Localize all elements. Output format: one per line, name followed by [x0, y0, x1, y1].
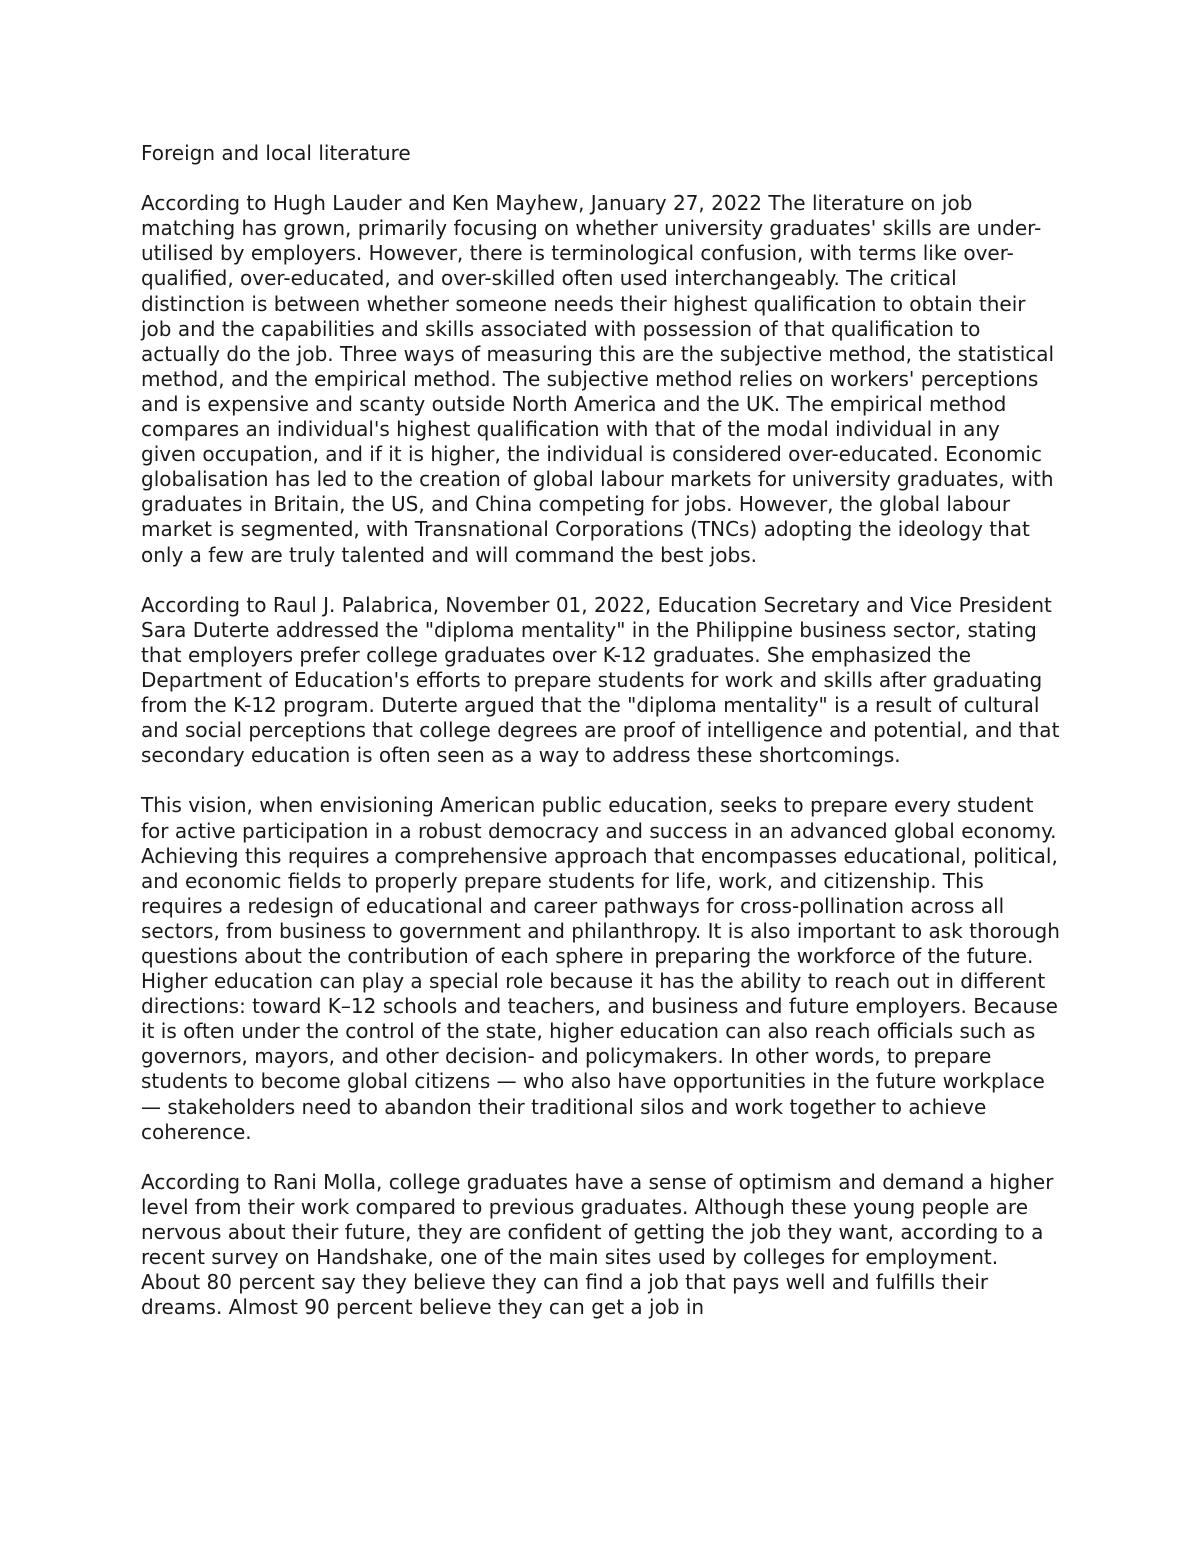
paragraph-rani-molla: According to Rani Molla, college graduates have a sense of optimism and demand a higher level from their work compared to previous graduates. Although these young people are nervous about their future, they are confident of getting the job they want, according to a recent survey on Handshake, one of the main sites used by colleges for employment. About 80 percent say they believe they can find a job that pays well and fulfills their dreams. Almost 90 percent believe they can get a job in	[141, 1169, 1054, 1320]
document-title: Foreign and local literature	[141, 141, 411, 165]
paragraph-american-education-vision: This vision, when envisioning American public education, seeks to prepare every student for active participation in a robust democracy and success in an advanced global economy. Achieving this requires a comprehensive approach that encompasses educational, political, and economic fields to properly prepare students for life, work, and citizenship. This requires a redesign of educational and career pathways for cross-pollination across all sectors, from business to government and philanthropy. It is also important to ask thorough questions about the contribution of each sphere in preparing the workforce of the future. Higher education can play a special role because it has the ability to reach out in different directions: toward K–12 schools and teachers, and business and future employers. Because it is often under the control of the state, higher education can also reach officials such as governors, mayors, and other decision- and policymakers. In other words, to prepare students to become global citizens — who also have opportunities in the future workplace — stakeholders need to abandon their traditional silos and work together to achieve coherence.	[141, 793, 1060, 1144]
paragraph-palabrica: According to Raul J. Palabrica, November 01, 2022, Education Secretary and Vice President Sara Duterte addressed the "diploma mentality" in the Philippine business sector, stating that employers prefer college graduates over K-12 graduates. She emphasized the Department of Education's efforts to prepare students for work and skills after graduating from the K-12 program. Duterte argued that the "diploma mentality" is a result of cultural and social perceptions that college degrees are proof of intelligence and potential, and that secondary education is often seen as a way to address these shortcomings.	[141, 592, 1060, 768]
paragraph-lauder-mayhew: According to Hugh Lauder and Ken Mayhew, January 27, 2022 The literature on job matching has grown, primarily focusing on whether university graduates' skills are under-utilised by employers. However, there is terminological confusion, with terms like over-qualified, over-educated, and over-skilled often used interchangeably. The critical distinction is between whether someone needs their highest qualification to obtain their job and the capabilities and skills associated with possession of that qualification to actually do the job. Three ways of measuring this are the subjective method, the statistical method, and the empirical method. The subjective method relies on workers' perceptions and is expensive and scanty outside North America and the UK. The empirical method compares an individual's highest qualification with that of the modal individual in any given occupation, and if it is higher, the individual is considered over-educated. Economic globalisation has led to the creation of global labour markets for university graduates, with graduates in Britain, the US, and China competing for jobs. However, the global labour market is segmented, with Transnational Corporations (TNCs) adopting the ideology that only a few are truly talented and will command the best jobs.	[141, 191, 1055, 567]
document-body	[141, 141, 1061, 1320]
